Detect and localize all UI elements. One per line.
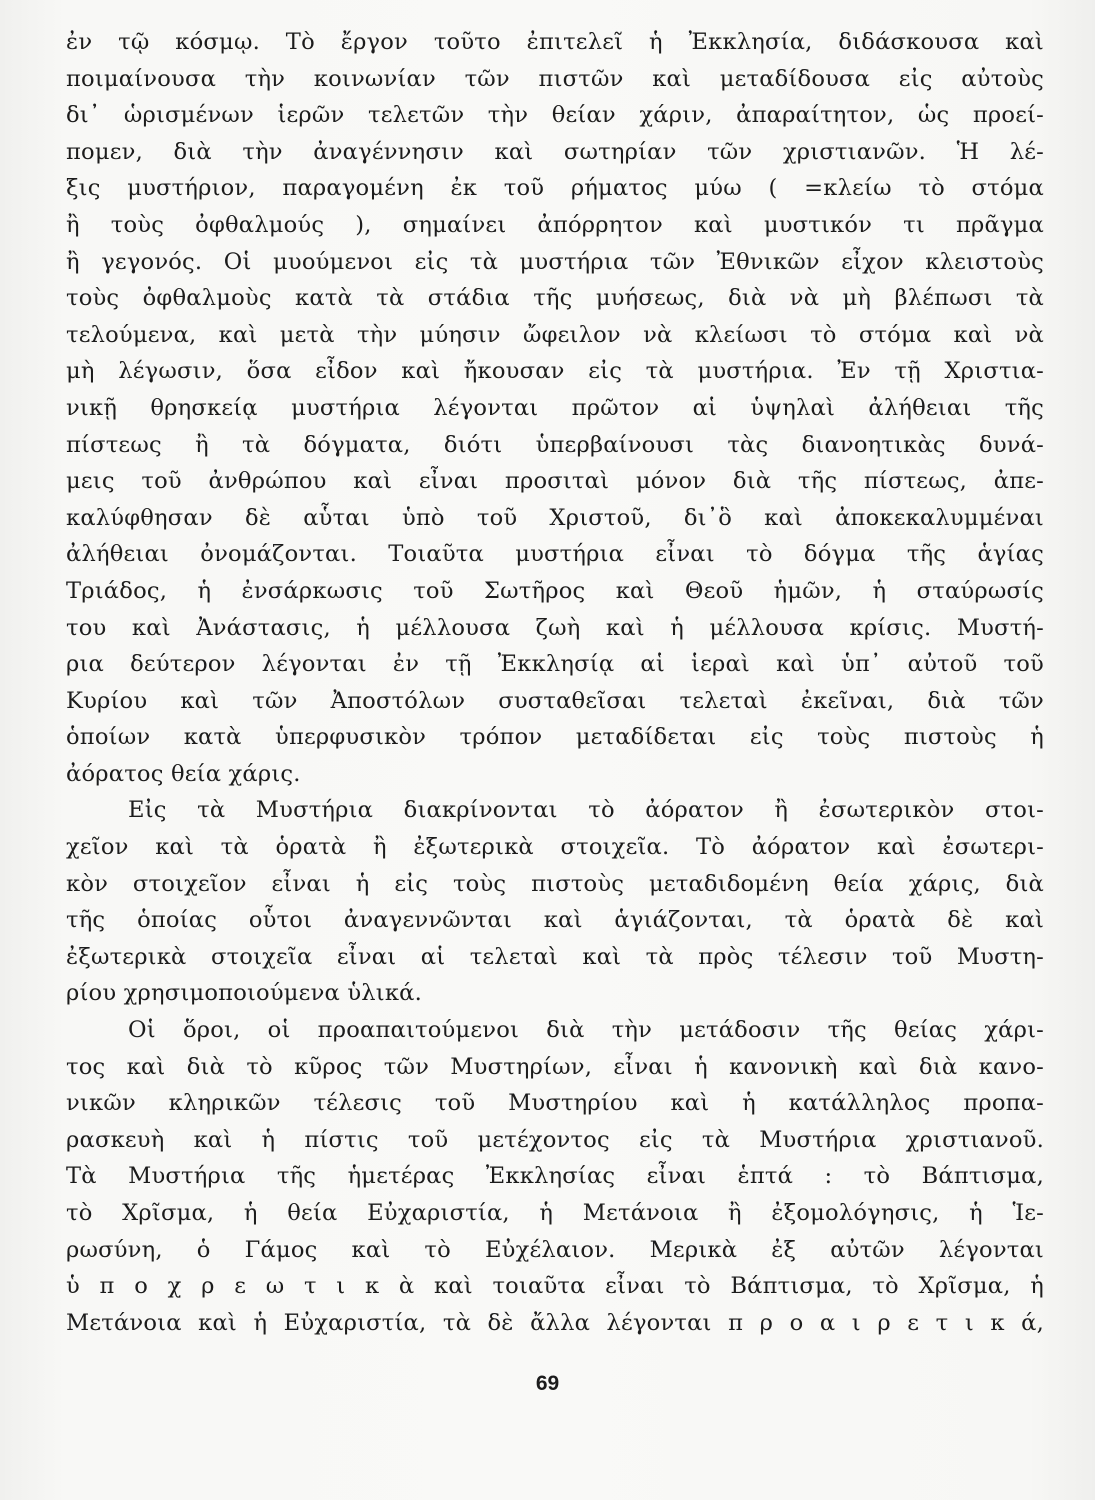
text-line: πίστεως ἢ τὰ δόγματα, διότι ὑπερβαίνουσι τὰς διανοητικὰς δυνά- (66, 431, 1044, 458)
text-line: ἢ τοὺς ὀφθαλμούς ), σημαίνει ἀπόρρητον καὶ μυστικόν τι πρᾶγμα (66, 211, 1044, 238)
page-number: 69 (535, 1372, 560, 1395)
text-line: πομεν, διὰ τὴν ἀναγέννησιν καὶ σωτηρίαν τῶν χριστιανῶν. Ἡ λέ- (66, 138, 1044, 165)
text-line: τος καὶ διὰ τὸ κῦρος τῶν Μυστηρίων, εἶναι ἡ κανονικὴ καὶ διὰ κανο- (66, 1053, 1044, 1080)
text-line: νικῶν κληρικῶν τέλεσις τοῦ Μυστηρίου καὶ ἡ κατάλληλος προπα- (66, 1090, 1044, 1117)
text-line: του καὶ Ἀνάστασις, ἡ μέλλουσα ζωὴ καὶ ἡ μέλλουσα κρίσις. Μυστή- (66, 614, 1044, 641)
text-line: κὸν στοιχεῖον εἶναι ἡ εἰς τοὺς πιστοὺς μεταδιδομένη θεία χάρις, διὰ (66, 870, 1044, 897)
text-line: δι᾽ ὡρισμένων ἱερῶν τελετῶν τὴν θείαν χάριν, ἀπαραίτητον, ὡς προεί- (66, 102, 1044, 129)
text-line: Εἰς τὰ Μυστήρια διακρίνονται τὸ ἀόρατον ἢ ἐσωτερικὸν στοι- (128, 797, 1044, 824)
text-line: τοὺς ὀφθαλμοὺς κατὰ τὰ στάδια τῆς μυήσεως, διὰ νὰ μὴ βλέπωσι τὰ (66, 285, 1044, 312)
text-line: ὁποίων κατὰ ὑπερφυσικὸν τρόπον μεταδίδεται εἰς τοὺς πιστοὺς ἡ (66, 724, 1044, 751)
text-line: Τὰ Μυστήρια τῆς ἡμετέρας Ἐκκλησίας εἶναι ἑπτά : τὸ Βάπτισμα, (66, 1163, 1044, 1190)
text-line: τῆς ὁποίας οὗτοι ἀναγεννῶνται καὶ ἁγιάζονται, τὰ ὁρατὰ δὲ καὶ (66, 907, 1044, 934)
text-line: χεῖον καὶ τὰ ὁρατὰ ἢ ἐξωτερικὰ στοιχεῖα. Τὸ ἀόρατον καὶ ἐσωτερι- (66, 834, 1044, 861)
text-line: καλύφθησαν δὲ αὗται ὑπὸ τοῦ Χριστοῦ, δι᾽ὃ καὶ ἀποκεκαλυμμέναι (66, 504, 1044, 531)
text-line: ἀλήθειαι ὀνομάζονται. Τοιαῦτα μυστήρια εἶναι τὸ δόγμα τῆς ἁγίας (66, 541, 1044, 568)
text-line: τελούμενα, καὶ μετὰ τὴν μύησιν ὤφειλον νὰ κλείωσι τὸ στόμα καὶ νὰ (66, 321, 1044, 348)
text-line: Κυρίου καὶ τῶν Ἀποστόλων συσταθεῖσαι τελεταὶ ἐκεῖναι, διὰ τῶν (66, 687, 1044, 714)
text-line: νικῇ θρησκείᾳ μυστήρια λέγονται πρῶτον αἱ ὑψηλαὶ ἀλήθειαι τῆς (66, 394, 1044, 421)
text-line: ξις μυστήριον, παραγομένη ἐκ τοῦ ρήματος μύω ( =κλείω τὸ στόμα (66, 175, 1044, 202)
text-line: μεις τοῦ ἀνθρώπου καὶ εἶναι προσιταὶ μόνον διὰ τῆς πίστεως, ἀπε- (66, 468, 1044, 495)
text-line: ἐν τῷ κόσμῳ. Τὸ ἔργον τοῦτο ἐπιτελεῖ ἡ Ἐκκλησία, διδάσκουσα καὶ (66, 29, 1044, 55)
text-line: ἢ γεγονός. Οἱ μυούμενοι εἰς τὰ μυστήρια τῶν Ἐθνικῶν εἶχον κλειστοὺς (66, 248, 1044, 275)
text-line: μὴ λέγωσιν, ὅσα εἶδον καὶ ἤκουσαν εἰς τὰ μυστήρια. Ἐν τῇ Χριστια- (66, 358, 1044, 385)
text-line: ποιμαίνουσα τὴν κοινωνίαν τῶν πιστῶν καὶ μεταδίδουσα εἰς αὐτοὺς (66, 65, 1044, 92)
text-line: τὸ Χρῖσμα, ἡ θεία Εὐχαριστία, ἡ Μετάνοια ἢ ἐξομολόγησις, ἡ Ἱε- (66, 1200, 1044, 1226)
text-line: ρια δεύτερον λέγονται ἐν τῇ Ἐκκλησίᾳ αἱ ἱεραὶ καὶ ὑπ᾽ αὐτοῦ τοῦ (66, 651, 1044, 678)
text-line: Οἱ ὅροι, οἱ προαπαιτούμενοι διὰ τὴν μετάδοσιν τῆς θείας χάρι- (128, 1017, 1044, 1044)
text-line: Μετάνοια καὶ ἡ Εὐχαριστία, τὰ δὲ ἄλλα λέγονται π ρ ο α ι ρ ε τ ι κ ά, (66, 1309, 1044, 1336)
text-line: ρασκευὴ καὶ ἡ πίστις τοῦ μετέχοντος εἰς τὰ Μυστήρια χριστιανοῦ. (66, 1126, 1044, 1153)
text-line: ἐξωτερικὰ στοιχεῖα εἶναι αἱ τελεταὶ καὶ τὰ πρὸς τέλεσιν τοῦ Μυστη- (66, 943, 1044, 970)
body-text (66, 24, 1044, 1341)
text-line: ἀόρατος θεία χάρις. (66, 760, 301, 787)
text-line: ρίου χρησιμοποιούμενα ὑλικά. (66, 980, 423, 1007)
text-line: ὑ π ο χ ρ ε ω τ ι κ ὰ καὶ τοιαῦτα εἶναι τὸ Βάπτισμα, τὸ Χρῖσμα, ἡ (66, 1273, 1044, 1300)
text-line: Τριάδος, ἡ ἐνσάρκωσις τοῦ Σωτῆρος καὶ Θεοῦ ἡμῶν, ἡ σταύρωσίς (66, 577, 1044, 604)
text-line: ρωσύνη, ὁ Γάμος καὶ τὸ Εὐχέλαιον. Μερικὰ ἐξ αὐτῶν λέγονται (66, 1236, 1044, 1263)
